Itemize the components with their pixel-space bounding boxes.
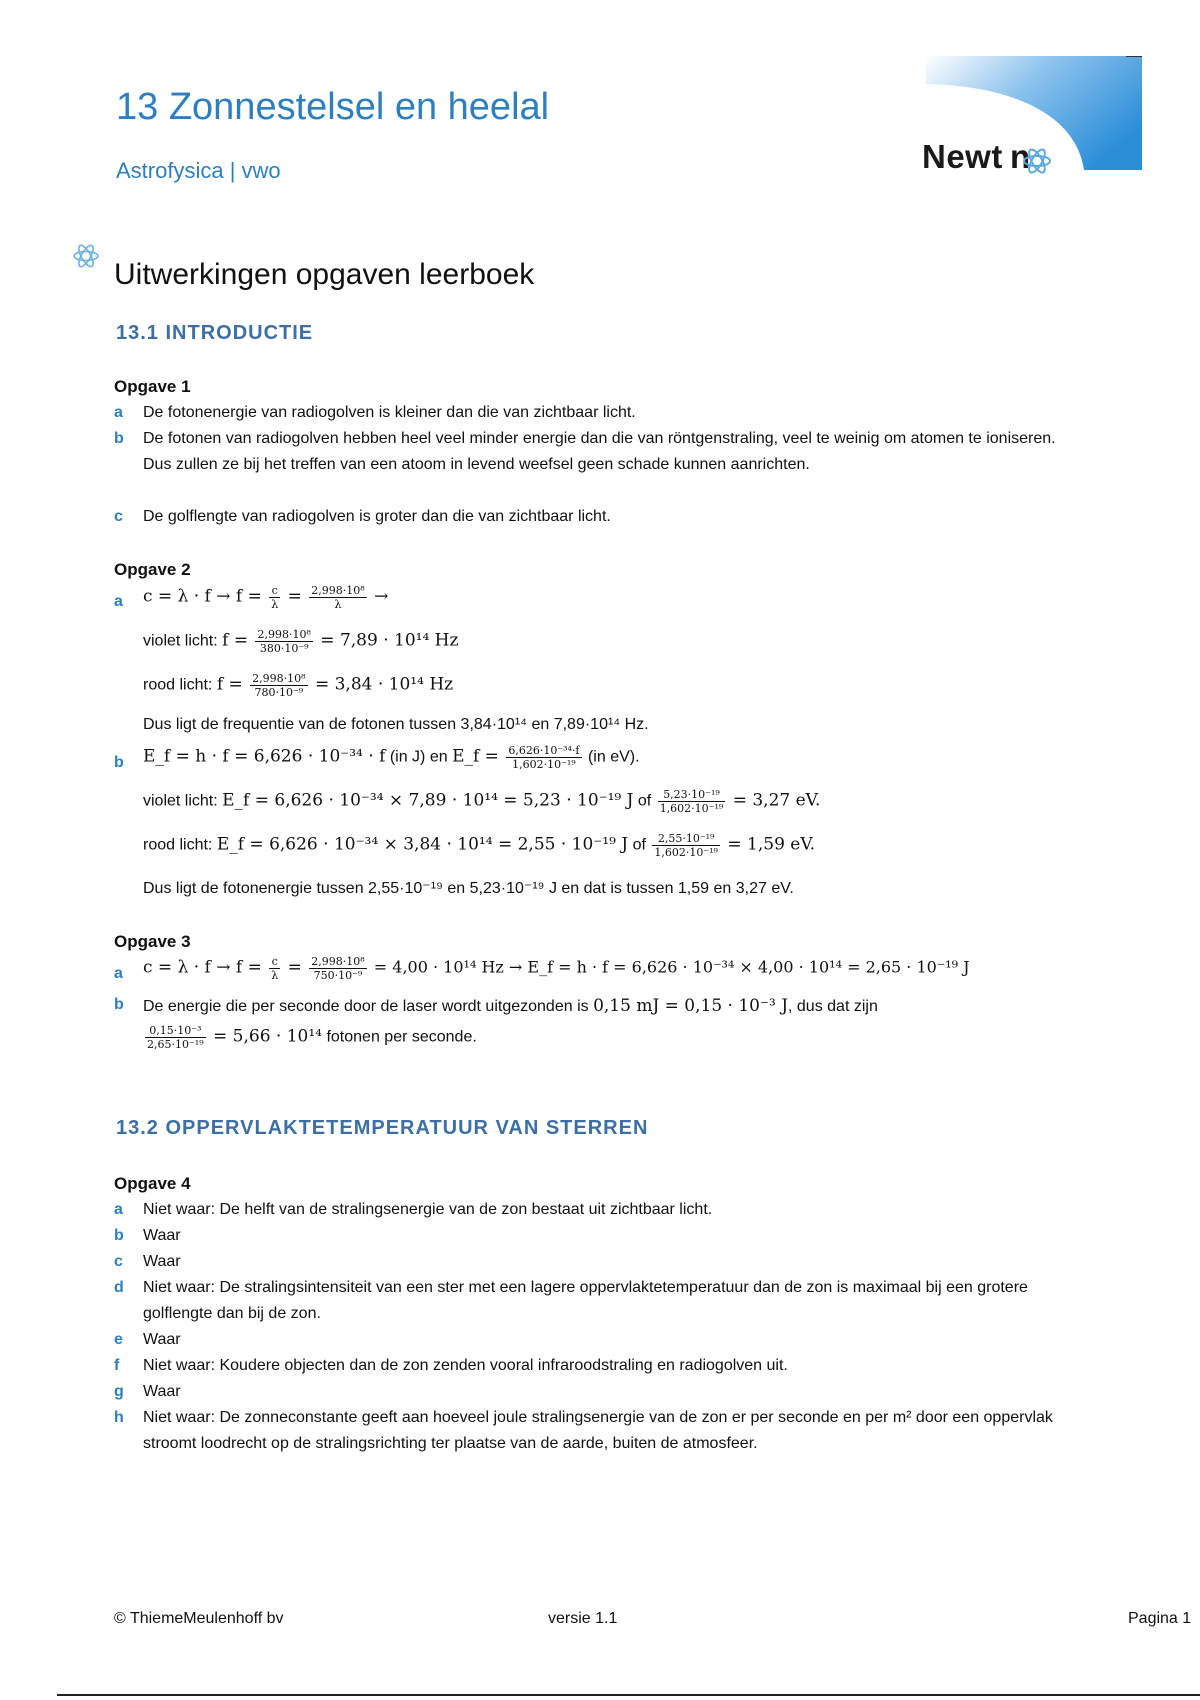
item-text: Waar (143, 1227, 181, 1244)
formula-3a: c = λ · f → f = $\frac{c}{\lambda}$ = $\frac{\text{2,998·10⁸}}{\text{750·10⁻⁹}}$ = 4,00 · 10¹⁴ Hz → E_f = h · f = 6,626 · 10⁻³⁴ × 4,00 · 10¹⁴ = 2,65 · 10⁻¹⁹ J (143, 955, 970, 982)
section-title-13-2: 13.2 OPPERVLAKTETEMPERATUUR VAN STERREN (116, 1117, 649, 1139)
list-item (114, 1223, 1074, 1249)
formula-3b: $\frac{\text{0,15·10⁻³}}{\text{2,65·10⁻¹⁹}}$ = 5,66 · 10¹⁴ fotonen per seconde. (147, 1024, 477, 1051)
opgave-4-label: Opgave 4 (114, 1174, 191, 1193)
item-text: De fotonenergie van radiogolven is kleiner dan die van zichtbaar licht. (143, 404, 636, 421)
list-item (114, 1353, 1074, 1379)
formula-violet-e: violet licht: E_f = 6,626 · 10⁻³⁴ × 7,89 · 10¹⁴ = 5,23 · 10⁻¹⁹ J of $\frac{\text{5,23·10⁻¹⁹}}{\text{1,602·10⁻¹⁹}}$ = 3,27 eV. (143, 788, 821, 815)
footer-copyright: © ThiemeMeulenhoff bv (114, 1610, 284, 1627)
atom-bullet-icon (72, 242, 100, 270)
item-letter: a (114, 965, 123, 982)
list-item (114, 504, 1074, 530)
item-text: Waar (143, 1253, 181, 1270)
list-item (114, 1379, 1074, 1405)
item-text: Niet waar: De zonneconstante geeft aan hoeveel joule stralingsenergie van de zon er per seconde en per m² door een oppervlak stroomt loodrecht op de stralingsrichting ter plaatse van de aarde, buiten de atmosfeer. (143, 1409, 1053, 1452)
item-letter: c (114, 1253, 123, 1270)
item-letter: f (114, 1357, 120, 1374)
item-text: Niet waar: De stralingsintensiteit van een ster met een lagere oppervlaktetemperatuur dan de zon is maximaal bij een grotere golflengte dan bij de zon. (143, 1279, 1028, 1322)
item-letter: b (114, 430, 124, 447)
formula-rood-e: rood licht: E_f = 6,626 · 10⁻³⁴ × 3,84 · 10¹⁴ = 2,55 · 10⁻¹⁹ J of $\frac{\text{2,55·10⁻¹⁹}}{\text{1,602·10⁻¹⁹}}$ = 1,59 eV. (143, 832, 816, 859)
list-item (114, 426, 1074, 478)
atom-logo-icon (1022, 146, 1052, 176)
list-item (114, 1327, 1074, 1353)
section-heading: Uitwerkingen opgaven leerboek (114, 258, 535, 291)
newton-logo-text: Newt n (922, 138, 1031, 175)
conclusion-2b: Dus ligt de fotonenergie tussen 2,55·10⁻¹⁹ en 5,23·10⁻¹⁹ J en dat is tussen 1,59 en 3,27 eV. (143, 880, 794, 897)
item-text: Niet waar: Koudere objecten dan de zon zenden vooral infraroodstraling en radiogolven uit. (143, 1357, 788, 1374)
list-item (114, 1405, 1074, 1457)
list-item (114, 1249, 1074, 1275)
formula-2a: c = λ · f → f = $\frac{c}{\lambda}$ = $\frac{\text{2,998·10⁸}}{\lambda}$ → (143, 584, 389, 611)
item-text: Niet waar: De helft van de stralingsenergie van de zon bestaat uit zichtbaar licht. (143, 1201, 713, 1218)
item-letter: e (114, 1331, 123, 1348)
item-letter: a (114, 1201, 123, 1218)
item-letter: b (114, 996, 124, 1013)
item-letter: b (114, 1227, 124, 1244)
section-title-13-1: 13.1 INTRODUCTIE (116, 322, 314, 344)
formula-2b: E_f = h · f = 6,626 · 10⁻³⁴ · f (in J) en E_f = $\frac{\text{6,626·10⁻³⁴·f}}{\text{1,602·10⁻¹⁹}}$ (in eV). (143, 744, 640, 771)
formula-rood-f: rood licht: f = $\frac{\text{2,998·10⁸}}{\text{780·10⁻⁹}}$ = 3,84 · 10¹⁴ Hz (143, 672, 454, 699)
opgave-1-label: Opgave 1 (114, 377, 191, 396)
formula-violet-f: violet licht: f = $\frac{\text{2,998·10⁸}}{\text{380·10⁻⁹}}$ = 7,89 · 10¹⁴ Hz (143, 628, 459, 655)
item-text: Waar (143, 1331, 181, 1348)
conclusion-2a: Dus ligt de frequentie van de fotonen tussen 3,84·10¹⁴ en 7,89·10¹⁴ Hz. (143, 716, 649, 733)
item-letter: g (114, 1383, 124, 1400)
footer-page-number: Pagina 1 (1128, 1610, 1192, 1627)
item-letter: a (114, 593, 123, 610)
item-text: De golflengte van radiogolven is groter dan die van zichtbaar licht. (143, 508, 611, 525)
item-text: De fotonen van radiogolven hebben heel veel minder energie dan die van röntgenstraling, veel te weinig om atomen te ioniseren. Dus zullen ze bij het treffen van een atoom in levend weefsel geen schade kunnen aanrichten. (143, 430, 1056, 473)
item-letter: c (114, 508, 123, 525)
footer-divider (57, 1694, 1200, 1696)
item-text: Waar (143, 1383, 181, 1400)
opgave-3-label: Opgave 3 (114, 932, 191, 951)
list-item (114, 1275, 1074, 1327)
item-letter: a (114, 404, 123, 421)
list-item (114, 1197, 1074, 1223)
text-3b: De energie die per seconde door de laser wordt uitgezonden is 0,15 mJ = 0,15 · 10⁻³ J, dus dat zijn (143, 996, 878, 1016)
item-letter: h (114, 1409, 124, 1426)
item-letter: b (114, 754, 124, 771)
item-letter: d (114, 1279, 124, 1296)
chapter-subtitle: Astrofysica | vwo (116, 158, 281, 183)
list-item (114, 400, 1074, 426)
footer-version: versie 1.1 (548, 1610, 618, 1627)
opgave-2-label: Opgave 2 (114, 560, 191, 579)
chapter-title: 13 Zonnestelsel en heelal (116, 86, 550, 128)
